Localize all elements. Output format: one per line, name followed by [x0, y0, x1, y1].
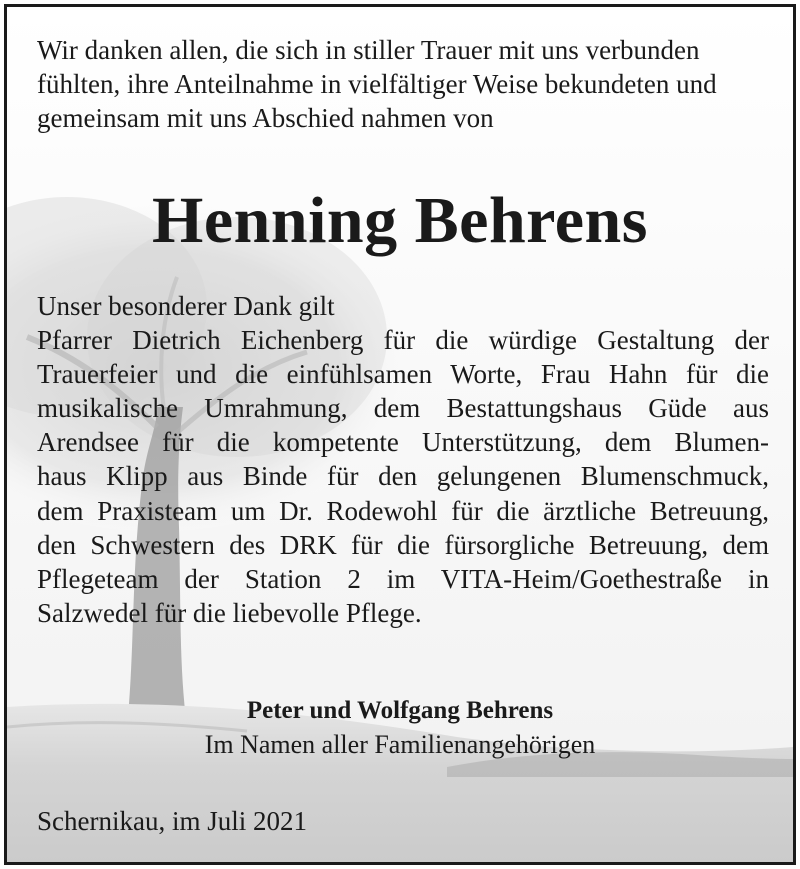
thanks-line: dem Praxisteam um Dr. Rodewohl für die ärztliche Betreuung, — [37, 495, 769, 526]
signature-names: Peter und Wolfgang Behrens — [246, 697, 554, 724]
deceased-name: Henning Behrens — [152, 184, 648, 257]
thanks-text — [37, 289, 769, 630]
intro-text — [37, 33, 769, 135]
thanks-line: Trauerfeier und die einfühlsamen Worte, Frau Hahn für die — [37, 359, 769, 390]
thanks-line: haus Klipp aus Binde für den gelungenen Blumenschmuck, — [37, 461, 769, 492]
intro-line: fühlten, ihre Anteilnahme in vielfältiger Weise bekundeten und — [37, 69, 717, 99]
thanks-line: musikalische Umrahmung, dem Bestattungshaus Güde aus — [37, 393, 769, 424]
thanks-line: Unser besonderer Dank gilt — [37, 291, 335, 321]
thanks-line: Pfarrer Dietrich Eichenberg für die würdige Gestaltung der — [37, 325, 769, 356]
obituary-card — [4, 4, 796, 865]
thanks-line: Pflegeteam der Station 2 im VITA-Heim/Goethestraße in — [37, 563, 769, 594]
place-date: Schernikau, im Juli 2021 — [37, 806, 307, 836]
intro-line: gemeinsam mit uns Abschied nahmen von — [37, 103, 494, 133]
thanks-line: Salzwedel für die liebevolle Pflege. — [37, 597, 422, 628]
thanks-line: Arendsee für die kompetente Unterstützung, dem Blumen- — [37, 427, 769, 458]
signature-subtitle: Im Namen aller Familienangehörigen — [204, 730, 596, 759]
thanks-line: den Schwestern des DRK für die fürsorgliche Betreuung, dem — [37, 529, 769, 560]
intro-line: Wir danken allen, die sich in stiller Trauer mit uns verbunden — [37, 35, 700, 65]
